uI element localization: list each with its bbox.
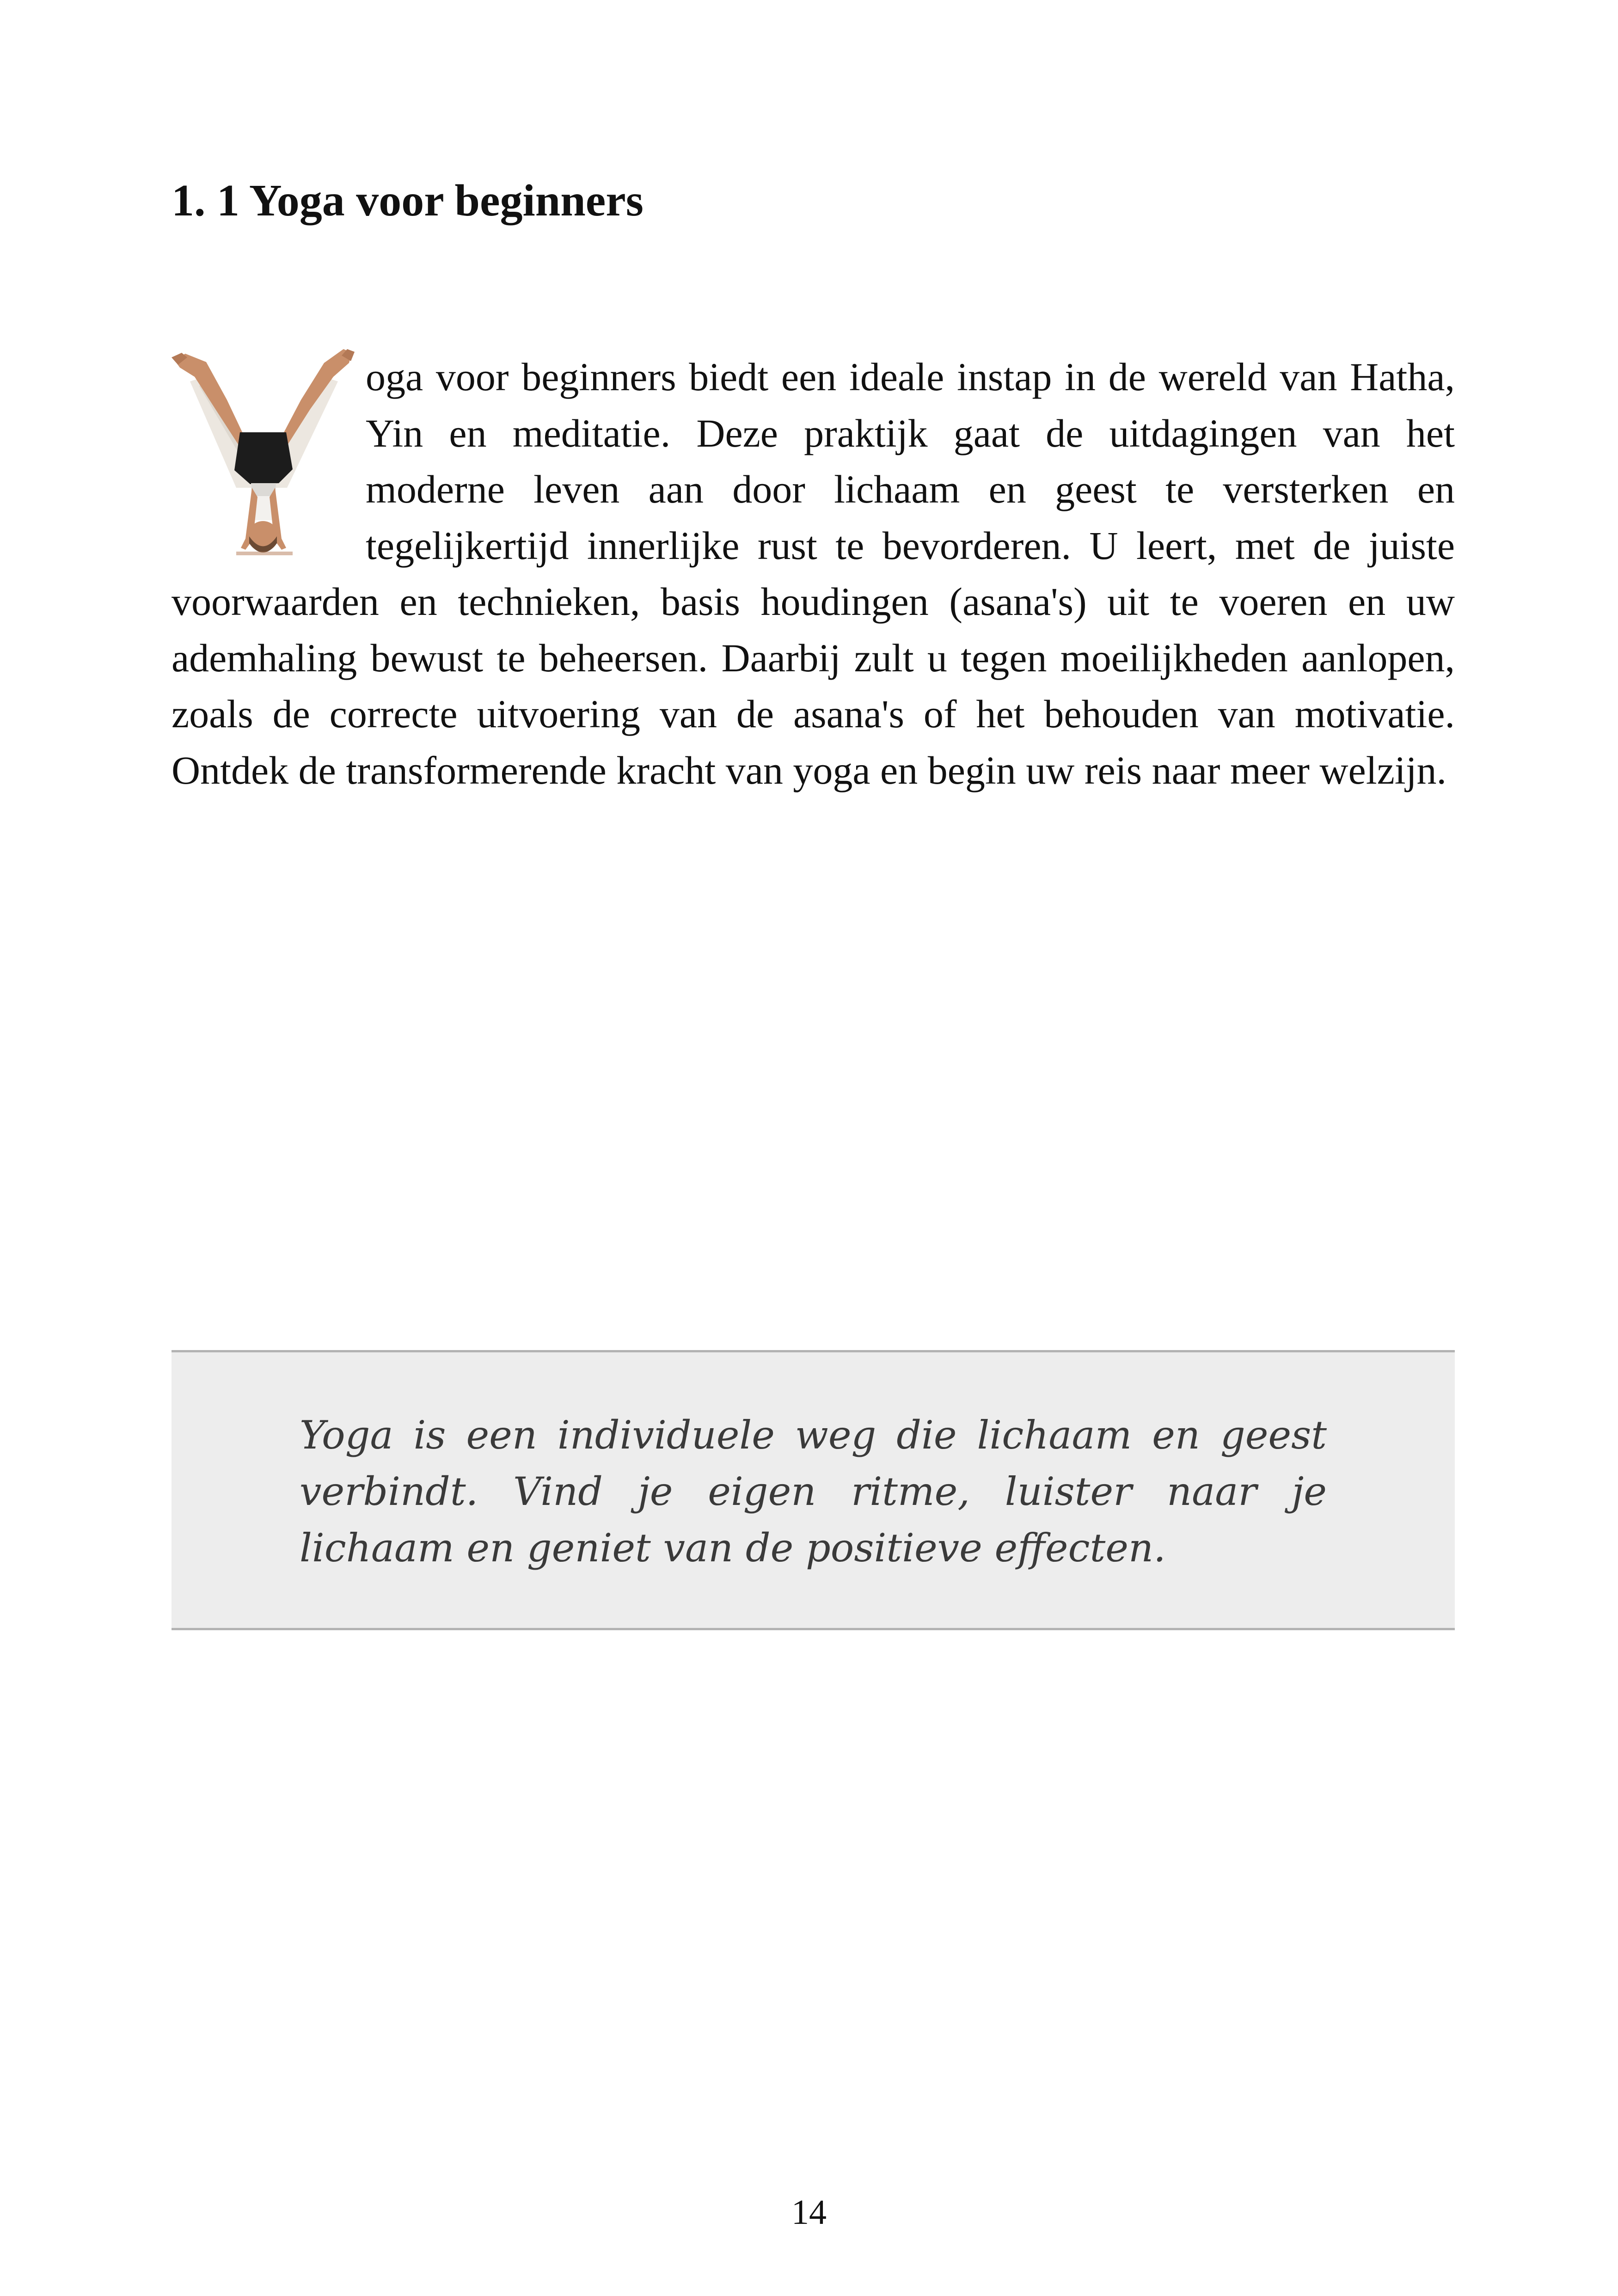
page-title: 1. 1 Yoga voor beginners (172, 176, 644, 226)
intro-paragraph-block (172, 349, 1455, 798)
page-number: 14 (791, 2193, 827, 2232)
quote-box (172, 1350, 1455, 1630)
yoga-pose-letter-y-icon (172, 349, 355, 566)
quote-text: Yoga is een individuele weg die lichaam en geest verbindt. Vind je eigen ritme, luister naar je lichaam en geniet van de positieve effecten. (300, 1412, 1327, 1571)
intro-text: oga voor beginners biedt een ideale instap in de wereld van Hatha, Yin en meditatie. Deze praktijk gaat de uitdagingen van het moderne leven aan door lichaam en geest te versterken en tegelijkertijd innerlijke rust te bevorderen. U leert, met de juiste voorwaarden en technieken, basis houdingen (asana's) uit te voeren en uw ademhaling bewust te beheersen. Daarbij zult u tegen moeilijkheden aanlopen, zoals de correcte uitvoering van de asana's of het behouden van motivatie. Ontdek de transformerende kracht van yoga en begin uw reis naar meer welzijn. (172, 355, 1455, 792)
